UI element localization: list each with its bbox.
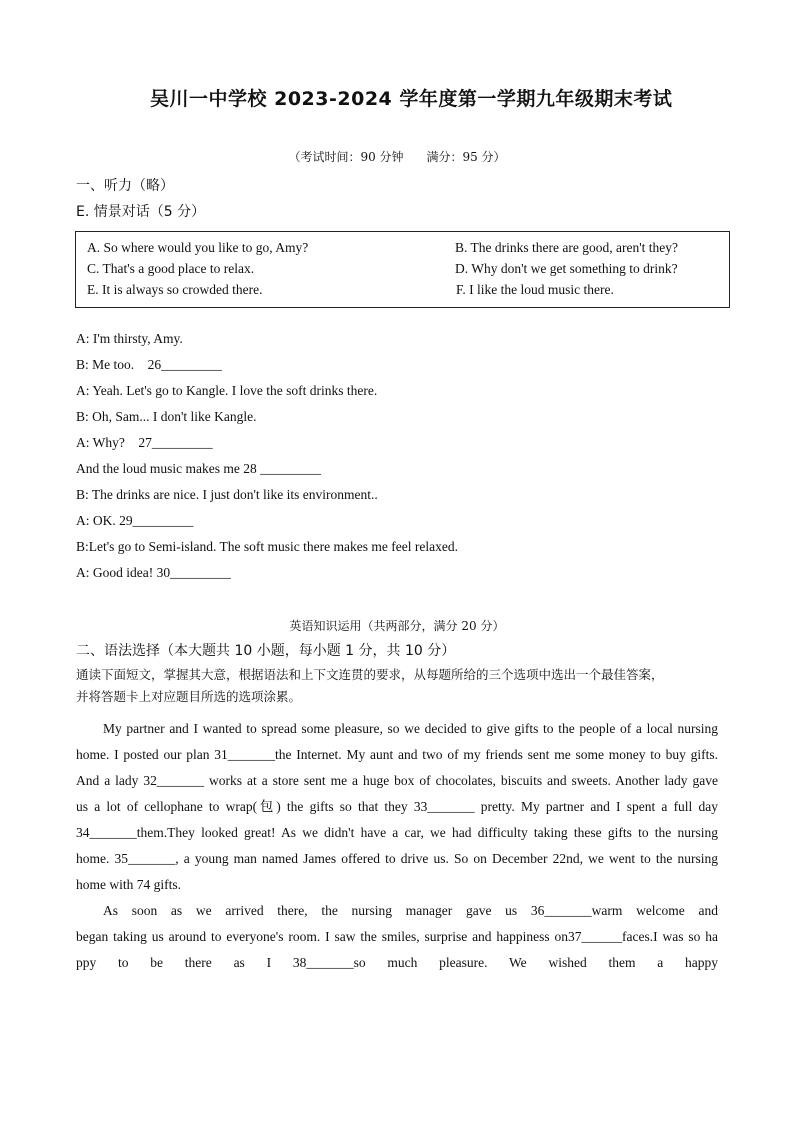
instruction-line: 并将答题卡上对应题目所选的选项涂累。 — [76, 689, 302, 704]
instruction — [76, 664, 721, 708]
option-f: F. I like the loud music there. — [456, 282, 614, 297]
instruction-line: 通读下面短文，掌握其大意，根据语法和上下文连贯的要求，从每题所给的三个选项中选出一个最佳答案， — [76, 667, 664, 682]
dialogue-line: B:Let's go to Semi-island. The soft music there makes me feel relaxed. — [76, 539, 458, 554]
section-dialogue-heading: E. 情景对话（5 分） — [76, 204, 206, 220]
section-listening-heading: 一、听力（略） — [76, 178, 174, 194]
dialogue-line: B: Me too. 26_________ — [76, 357, 222, 372]
passage-line: As soon as we arrived there, the nursing manager gave us 36_______warm welcome and — [103, 903, 718, 918]
dialogue-line: B: Oh, Sam... I don't like Kangle. — [76, 409, 257, 424]
option-e: E. It is always so crowded there. — [87, 282, 263, 297]
dialogue-line: B: The drinks are nice. I just don't like its environment.. — [76, 487, 378, 502]
section-grammar-heading: 二、语法选择（本大题共 10 小题，每小题 1 分，共 10 分） — [76, 643, 456, 659]
passage-line: My partner and I wanted to spread some pleasure, so we decided to give gifts to the people of a local nursing — [103, 721, 718, 736]
dialogue-line: A: Yeah. Let's go to Kangle. I love the soft drinks there. — [76, 383, 378, 398]
option-a: A. So where would you like to go, Amy? — [87, 240, 309, 255]
part-header: 英语知识运用（共两部分，满分 20 分） — [289, 619, 505, 633]
passage-line: home with 74 gifts. — [76, 877, 181, 892]
passage-line: home. 35_______, a young man named James offered to drive us. So on December 22nd, we went to the nursing — [76, 851, 718, 866]
option-b: B. The drinks there are good, aren't they? — [455, 240, 678, 255]
option-c: C. That's a good place to relax. — [87, 261, 255, 276]
passage-line: ppy to be there as I 38_______so much pleasure. We wished them a happy — [76, 955, 718, 970]
passage-paragraph-1 — [76, 716, 718, 898]
dialogue-line: And the loud music makes me 28 _________ — [76, 461, 321, 476]
option-d: D. Why don't we get something to drink? — [455, 261, 678, 276]
passage-line: 34_______them.They looked great! As we didn't have a car, we had difficulty taking these gifts to the nursing — [76, 825, 718, 840]
passage-line: And a lady 32_______ works at a store sent me a huge box of chocolates, biscuits and sweets. Another lady gave — [76, 773, 718, 788]
exam-info: （考试时间：90 分钟 满分：95 分） — [288, 150, 506, 164]
dialogue-line: A: Good idea! 30_________ — [76, 565, 231, 580]
exam-title: 吴川一中学校 2023-2024 学年度第一学期九年级期末考试 — [150, 88, 673, 110]
options-box — [75, 231, 730, 308]
dialogue-line: A: OK. 29_________ — [76, 513, 194, 528]
passage-line: home. I posted our plan 31_______the Internet. My aunt and two of my friends sent me some money to buy gifts. — [76, 747, 718, 762]
passage-paragraph-2 — [76, 898, 718, 976]
passage-line: began taking us around to everyone's room. I saw the smiles, surprise and happiness on37______faces.I was so ha — [76, 929, 718, 944]
passage-line: us a lot of cellophane to wrap(包) the gifts so that they 33_______ pretty. My partner and I spent a full day — [76, 799, 718, 814]
dialogue-line: A: Why? 27_________ — [76, 435, 213, 450]
dialogue-line: A: I'm thirsty, Amy. — [76, 331, 183, 346]
